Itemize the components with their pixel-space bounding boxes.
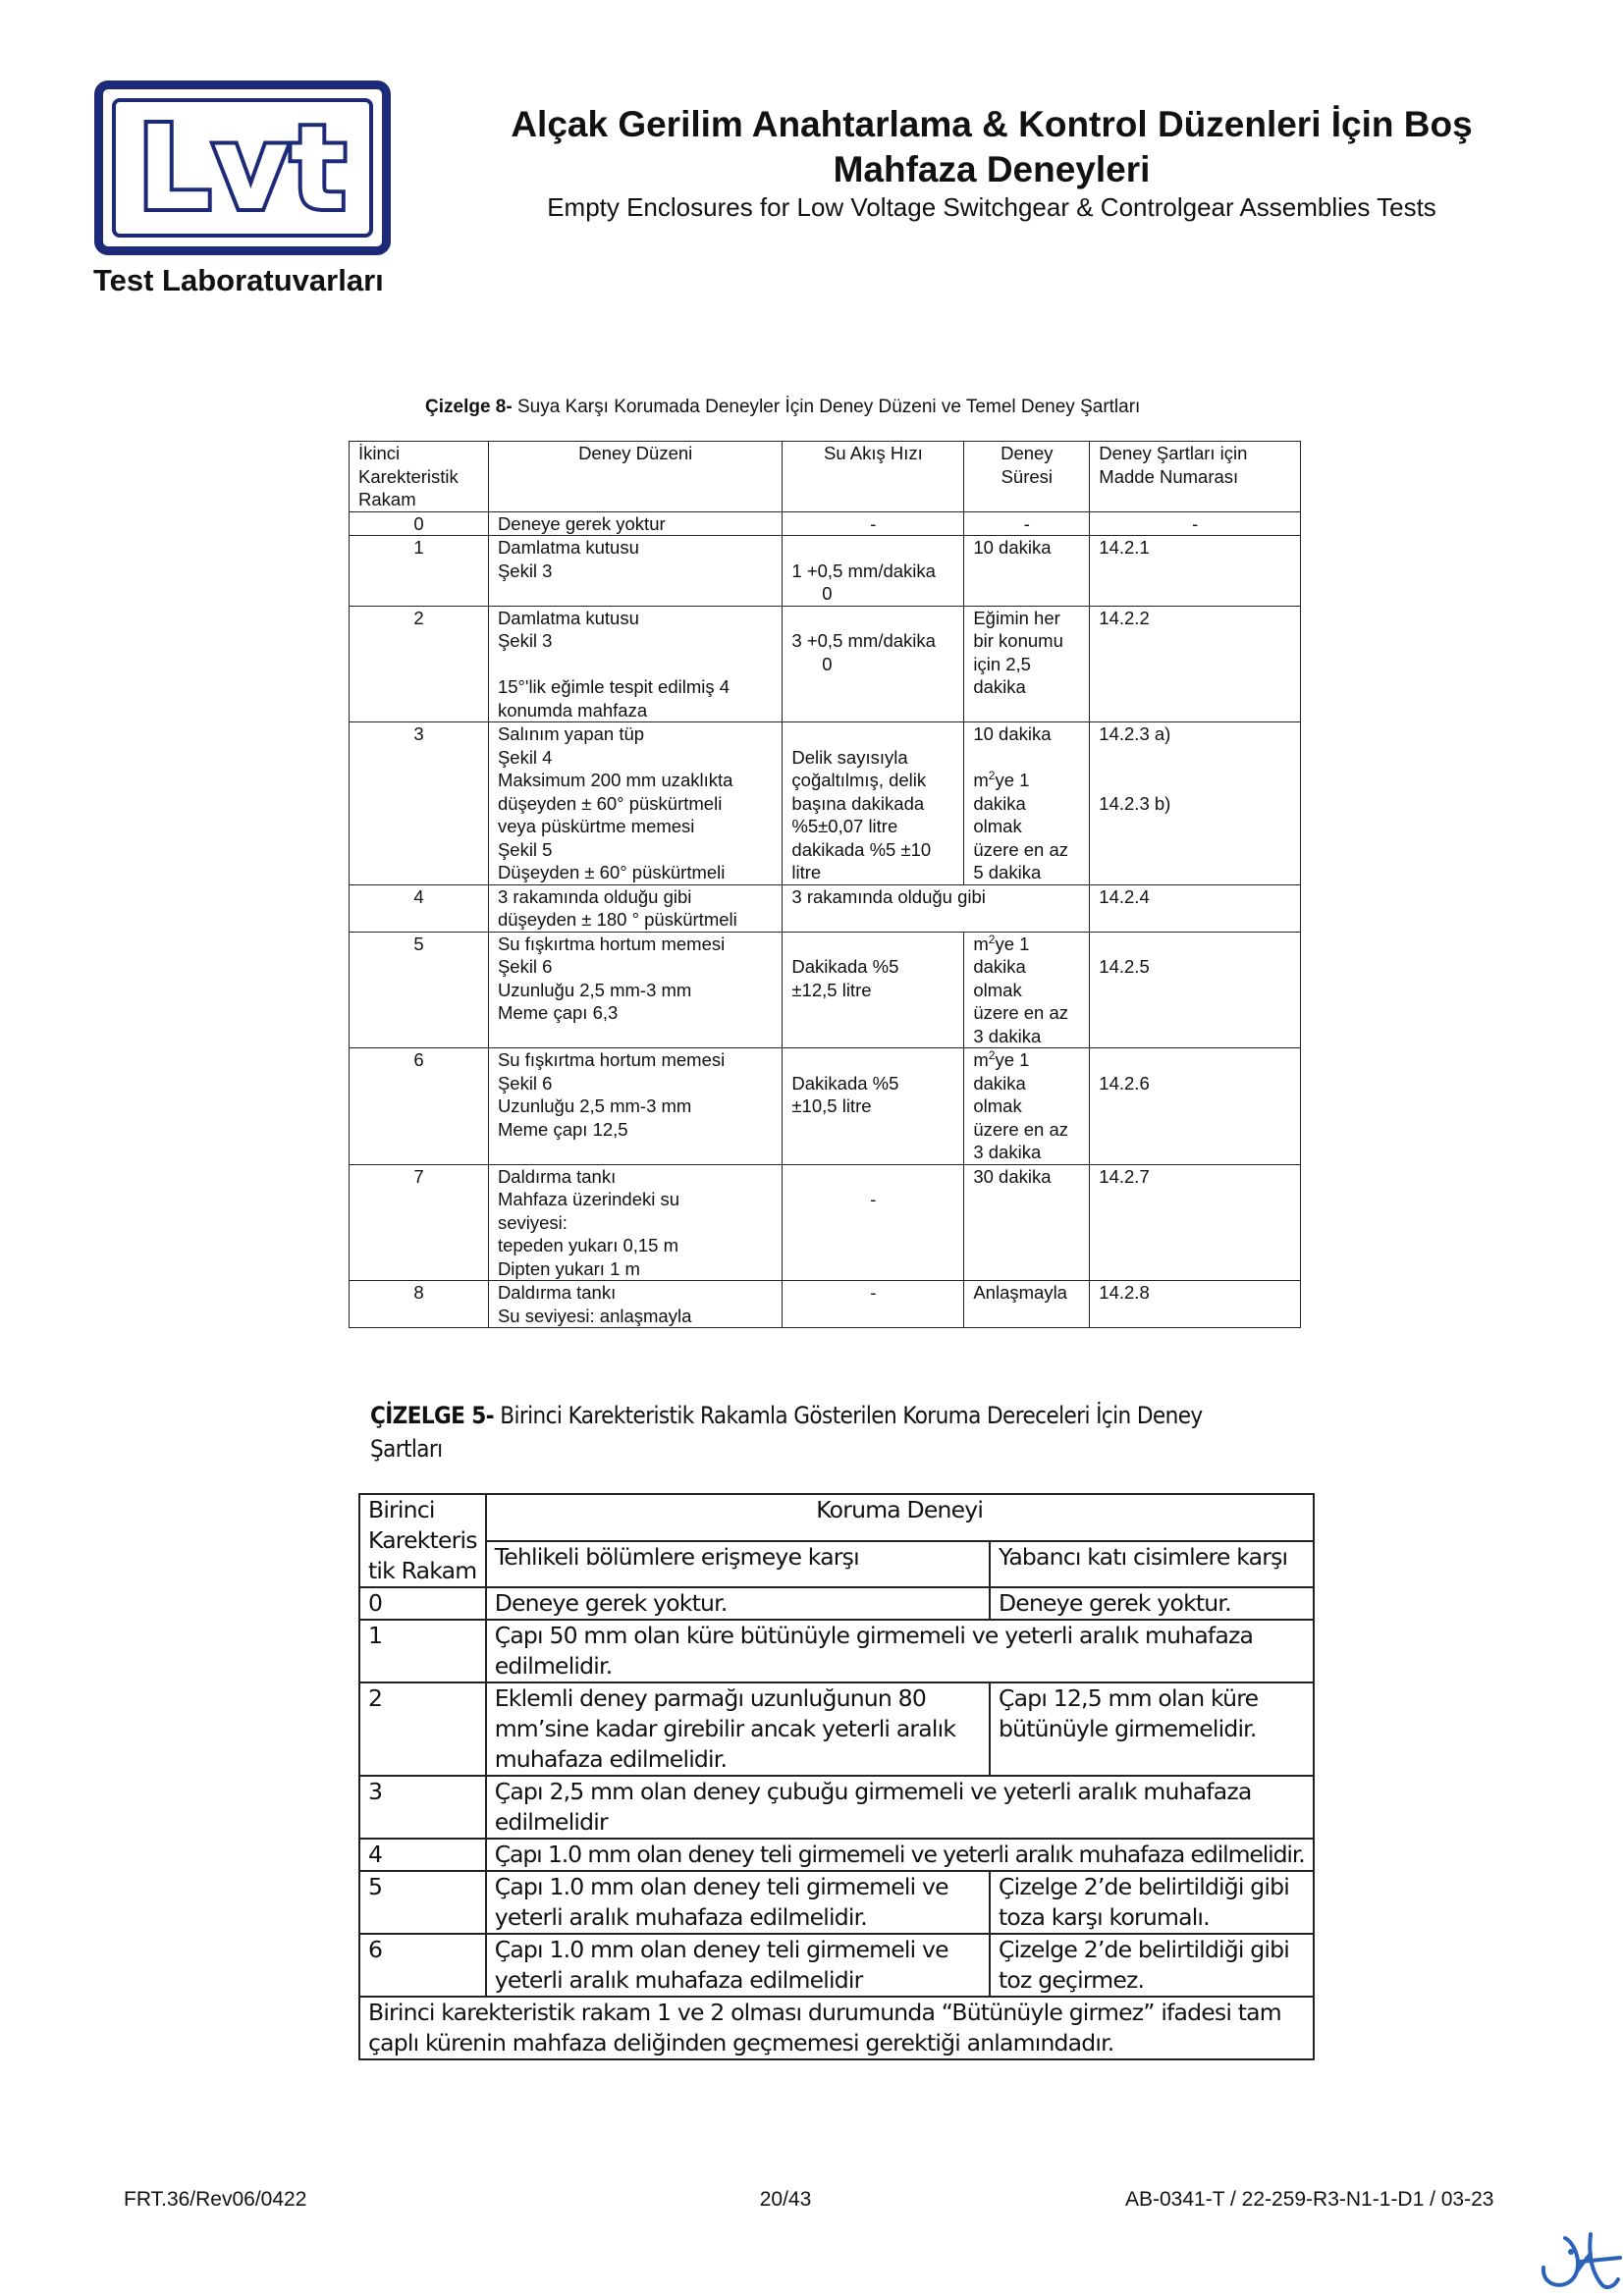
table5-subheader-row <box>359 1541 1314 1588</box>
table5-caption-label: ÇİZELGE 5- <box>370 1402 495 1429</box>
row-digit: 5 <box>359 1871 486 1934</box>
row-hazard: Çapı 1.0 mm olan deney teli girmemeli ve yeterli aralık muhafaza edilmelidir. <box>486 1871 990 1934</box>
table8-header-flow: Su Akış Hızı <box>783 442 964 512</box>
row-digit: 7 <box>350 1164 489 1281</box>
row-setup: Daldırma tankı Mahfaza üzerindeki su seviyesi: tepeden yukarı 0,15 m Dipten yukarı 1 m <box>488 1164 782 1281</box>
row-digit: 2 <box>359 1682 486 1776</box>
row-solid: Deneye gerek yoktur. <box>990 1587 1314 1620</box>
row-duration: 10 dakika <box>964 536 1090 607</box>
table-row <box>350 1164 1301 1281</box>
table-row <box>359 1934 1314 1997</box>
table5-header-hazard: Tehlikeli bölümlere erişmeye karşı <box>486 1541 990 1588</box>
row-hazard: Çapı 1.0 mm olan deney teli girmemeli ve yeterli aralık muhafaza edilmelidir <box>486 1934 990 1997</box>
row-clause: - <box>1090 511 1301 536</box>
page-title-line1: Alçak Gerilim Anahtarlama & Kontrol Düzenleri İçin Boş <box>511 104 1473 144</box>
footer-form-code: FRT.36/Rev06/0422 <box>124 2188 307 2211</box>
row-clause: 14.2.5 <box>1090 932 1301 1048</box>
row-hazard: Deneye gerek yoktur. <box>486 1587 990 1620</box>
row-flow: Dakikada %5 ±12,5 litre <box>783 932 964 1048</box>
row-clause: 14.2.1 <box>1090 536 1301 607</box>
row-solid: Çapı 12,5 mm olan küre bütünüyle girmemelidir. <box>990 1682 1314 1776</box>
row-duration <box>964 1048 1090 1165</box>
row-duration <box>964 932 1090 1048</box>
table-row <box>359 1839 1314 1871</box>
row-duration-b-text: ye 1 dakika olmak üzere en az 5 dakika <box>973 770 1069 882</box>
row-clause: 14.2.2 <box>1090 606 1301 722</box>
table5-header-digit: Birinci Karekteris tik Rakam <box>359 1494 486 1587</box>
row-flow: 1 +0,5 mm/dakika 0 <box>783 536 964 607</box>
table-row <box>350 1048 1301 1165</box>
table5-header-solid: Yabancı katı cisimlere karşı <box>990 1541 1314 1588</box>
table-row <box>350 932 1301 1048</box>
table8-caption <box>425 397 1140 418</box>
row-flow: Dakikada %5 ±10,5 litre <box>783 1048 964 1165</box>
table5-caption <box>370 1399 1234 1466</box>
row-setup: Daldırma tankı Su seviyesi: anlaşmayla <box>488 1281 782 1328</box>
row-setup: Su fışkırtma hortum memesi Şekil 6 Uzunluğu 2,5 mm-3 mm Meme çapı 6,3 <box>488 932 782 1048</box>
row-setup: Damlatma kutusu Şekil 3 <box>488 536 782 607</box>
table-row <box>350 606 1301 722</box>
row-hazard: Eklemli deney parmağı uzunluğunun 80 mm’sine kadar girebilir ancak yeterli aralık muhafaza edilmelidir. <box>486 1682 990 1776</box>
footer-report-number: AB-0341-T / 22-259-R3-N1-1-D1 / 03-23 <box>1125 2188 1494 2211</box>
logo-frame <box>112 98 373 238</box>
table8-water-protection <box>349 441 1301 1328</box>
row-setup: Salınım yapan tüp Şekil 4 Maksimum 200 mm uzaklıkta düşeyden ± 60° püskürtmeli veya püskürtme memesi Şekil 5 Düşeyden ± 60° püskürtmeli <box>488 722 782 885</box>
footer-page-number: 20/43 <box>759 2188 812 2211</box>
table5-header-group: Koruma Deneyi <box>486 1494 1314 1541</box>
row-digit: 0 <box>359 1587 486 1620</box>
row-digit: 4 <box>350 884 489 932</box>
row-digit: 0 <box>350 511 489 536</box>
table5-header-row <box>359 1494 1314 1541</box>
row-clause: 14.2.8 <box>1090 1281 1301 1328</box>
unit-m: m <box>973 1049 989 1070</box>
lab-name: Test Laboratuvarları <box>93 263 384 297</box>
company-logo <box>94 80 391 255</box>
row-flow: 3 rakamında olduğu gibi <box>783 884 1090 932</box>
row-duration-text: ye 1 dakika olmak üzere en az 3 dakika <box>973 933 1069 1046</box>
row-merged: Çapı 50 mm olan küre bütünüyle girmemeli ve yeterli aralık muhafaza edilmelidir. <box>486 1620 1314 1682</box>
row-digit: 3 <box>350 722 489 885</box>
table8-header-row <box>350 442 1301 512</box>
logo-text: Lvt <box>136 100 349 236</box>
row-duration: Anlaşmayla <box>964 1281 1090 1328</box>
row-digit: 1 <box>350 536 489 607</box>
row-setup: Damlatma kutusu Şekil 3 15°'lik eğimle tespit edilmiş 4 konumda mahfaza <box>488 606 782 722</box>
table-row <box>350 511 1301 536</box>
row-clause-a: 14.2.3 a) <box>1099 723 1171 744</box>
table8-header-duration: Deney Süresi <box>964 442 1090 512</box>
table-row <box>350 722 1301 885</box>
table-row <box>359 1587 1314 1620</box>
table-row <box>359 1776 1314 1839</box>
table-row <box>359 1871 1314 1934</box>
row-setup: Su fışkırtma hortum memesi Şekil 6 Uzunluğu 2,5 mm-3 mm Meme çapı 12,5 <box>488 1048 782 1165</box>
row-setup: 3 rakamında olduğu gibi düşeyden ± 180 ° püskürtmeli <box>488 884 782 932</box>
row-duration-a: 10 dakika <box>973 723 1052 744</box>
row-solid: Çizelge 2’de belirtildiği gibi toza karşı korumalı. <box>990 1871 1314 1934</box>
row-digit: 6 <box>350 1048 489 1165</box>
row-flow: - <box>783 1164 964 1281</box>
table-row <box>350 536 1301 607</box>
row-digit: 4 <box>359 1839 486 1871</box>
row-flow: 3 +0,5 mm/dakika 0 <box>783 606 964 722</box>
row-solid: Çizelge 2’de belirtildiği gibi toz geçirmez. <box>990 1934 1314 1997</box>
unit-m: m <box>973 933 989 954</box>
row-digit: 5 <box>350 932 489 1048</box>
row-digit: 6 <box>359 1934 486 1997</box>
signature-icon <box>1538 2228 1622 2293</box>
page-subtitle-en: Empty Enclosures for Low Voltage Switchgear & Controlgear Assemblies Tests <box>547 192 1436 222</box>
table8-header-digit: İkinci Karekteristik Rakam <box>350 442 489 512</box>
row-clause <box>1090 722 1301 885</box>
row-duration: - <box>964 511 1090 536</box>
row-digit: 8 <box>350 1281 489 1328</box>
table5-note: Birinci karekteristik rakam 1 ve 2 olması durumunda “Bütünüyle girmez” ifadesi tam çaplı kürenin mahfaza deliğinden geçmemesi gerektiği anlamındadır. <box>359 1997 1314 2059</box>
unit-sup: 2 <box>988 1047 996 1062</box>
table-row <box>350 884 1301 932</box>
row-duration-text: ye 1 dakika olmak üzere en az 3 dakika <box>973 1049 1069 1162</box>
unit-sup: 2 <box>988 768 996 782</box>
unit-sup: 2 <box>988 932 996 946</box>
row-setup: Deneye gerek yoktur <box>488 511 782 536</box>
table-row <box>359 1682 1314 1776</box>
page-title-line2: Mahfaza Deneyleri <box>833 149 1151 189</box>
row-merged: Çapı 2,5 mm olan deney çubuğu girmemeli ve yeterli aralık muhafaza edilmelidir <box>486 1776 1314 1839</box>
table-row <box>350 1281 1301 1328</box>
row-clause: 14.2.4 <box>1090 884 1301 932</box>
unit-m: m <box>973 770 989 790</box>
row-clause: 14.2.7 <box>1090 1164 1301 1281</box>
row-digit: 2 <box>350 606 489 722</box>
row-flow: - <box>783 1281 964 1328</box>
row-flow: Delik sayısıyla çoğaltılmış, delik başına dakikada %5±0,07 litre dakikada %5 ±10 litre <box>783 722 964 885</box>
table8-caption-text: Suya Karşı Korumada Deneyler İçin Deney Düzeni ve Temel Deney Şartları <box>512 397 1141 417</box>
table5-solid-protection <box>358 1493 1315 2060</box>
table8-header-clause: Deney Şartları için Madde Numarası <box>1090 442 1301 512</box>
table5-note-row <box>359 1997 1314 2059</box>
row-flow: - <box>783 511 964 536</box>
table8-header-setup: Deney Düzeni <box>488 442 782 512</box>
row-digit: 1 <box>359 1620 486 1682</box>
row-clause: 14.2.6 <box>1090 1048 1301 1165</box>
row-merged: Çapı 1.0 mm olan deney teli girmemeli ve yeterli aralık muhafaza edilmelidir. <box>486 1839 1314 1871</box>
row-duration-b <box>973 769 1080 884</box>
row-clause-b: 14.2.3 b) <box>1099 792 1171 814</box>
row-duration: 30 dakika <box>964 1164 1090 1281</box>
row-duration: Eğimin her bir konumu için 2,5 dakika <box>964 606 1090 722</box>
table5-caption-text: Birinci Karekteristik Rakamla Gösterilen Koruma Dereceleri İçin Deney Şartları <box>370 1402 1203 1463</box>
row-digit: 3 <box>359 1776 486 1839</box>
row-duration <box>964 722 1090 885</box>
table8-caption-label: Çizelge 8- <box>425 397 513 417</box>
table-row <box>359 1620 1314 1682</box>
